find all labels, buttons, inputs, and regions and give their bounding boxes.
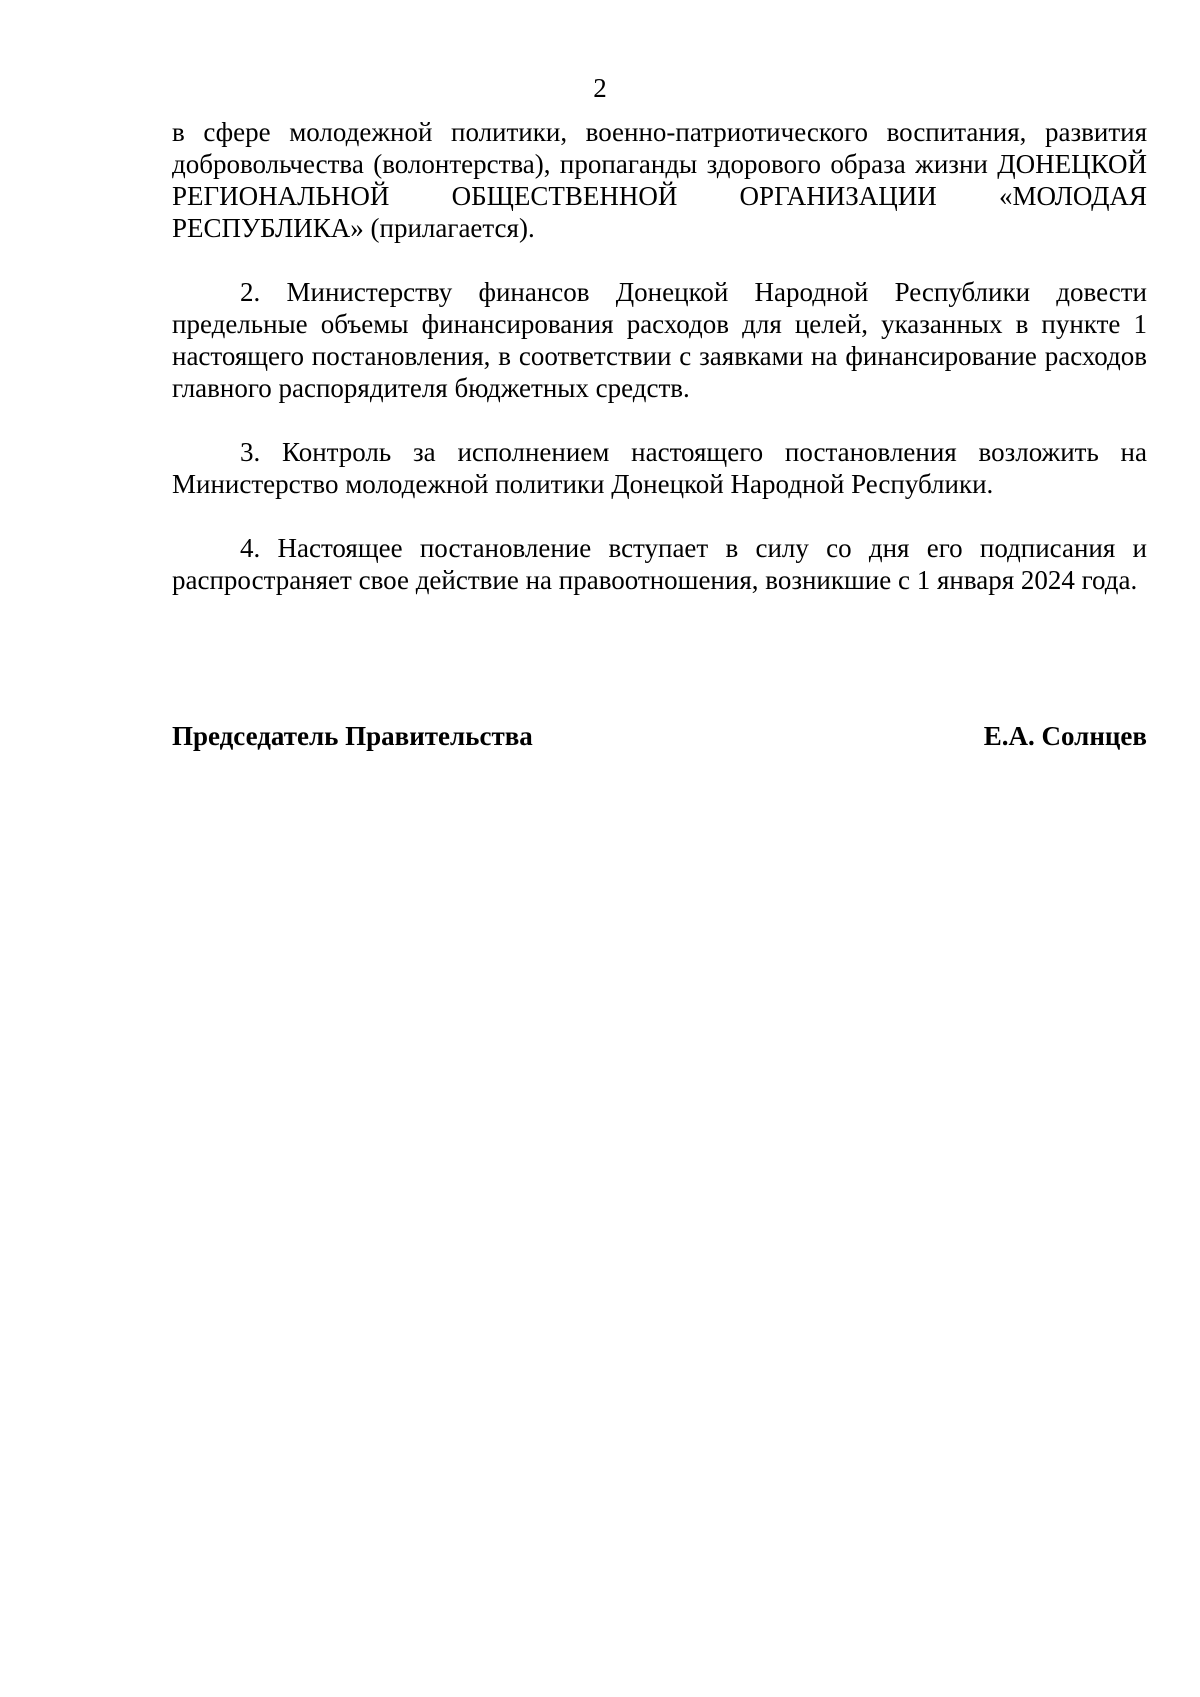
paragraph-continuation: в сфере молодежной политики, военно-патриотического воспитания, развития добровольчества (волонтерства), пропаганды здорового образа жизни ДОНЕЦКОЙ РЕГИОНАЛЬНОЙ ОБЩЕСТВЕННОЙ ОРГАНИЗАЦИИ «МОЛОДАЯ РЕСПУБЛИКА» (прилагается).: [172, 117, 1147, 243]
page-number: 2: [593, 73, 607, 103]
signatory-name: Е.А. Солнцев: [983, 721, 1147, 751]
document-body: [172, 116, 1147, 596]
signature-block: [172, 720, 1147, 752]
paragraph-item-2: 2. Министерству финансов Донецкой Народной Республики довести предельные объемы финансирования расходов для целей, указанных в пункте 1 настоящего постановления, в соответствии с заявками на финансирование расходов главного распорядителя бюджетных средств.: [172, 277, 1147, 403]
signatory-position: Председатель Правительства: [172, 721, 533, 751]
paragraph-item-3: 3. Контроль за исполнением настоящего постановления возложить на Министерство молодежной политики Донецкой Народной Республики.: [172, 437, 1147, 499]
paragraph-item-4: 4. Настоящее постановление вступает в силу со дня его подписания и распространяет свое действие на правоотношения, возникшие с 1 января 2024 года.: [172, 533, 1147, 595]
